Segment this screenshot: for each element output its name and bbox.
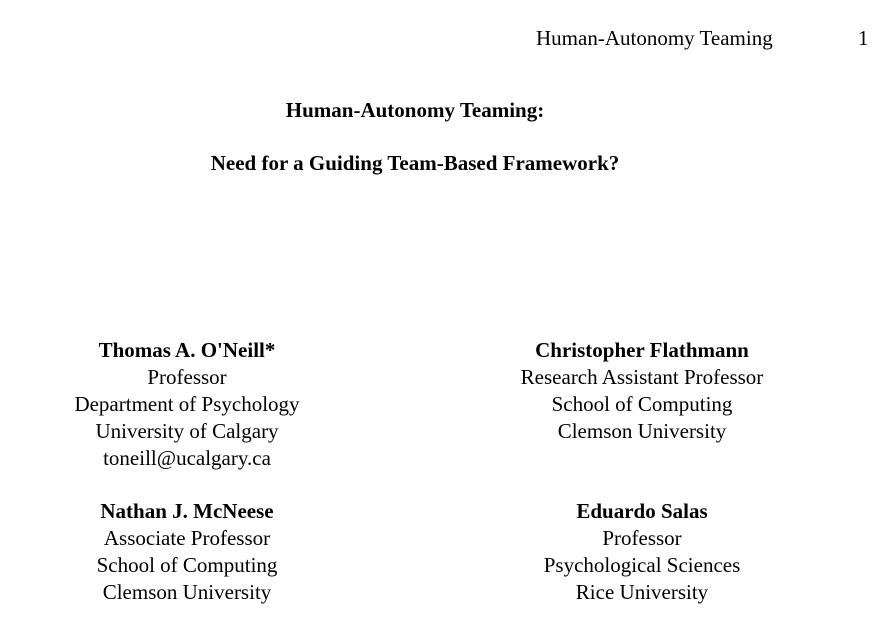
author-block-mcneese [0, 498, 387, 606]
author-name: Eduardo Salas [576, 499, 708, 523]
author-institution: University of Calgary [95, 419, 279, 443]
author-name: Nathan J. McNeese [100, 499, 274, 523]
author-institution: Clemson University [102, 580, 272, 604]
author-email: toneill@ucalgary.ca [103, 446, 271, 470]
paper-title-line-1: Human-Autonomy Teaming: [285, 98, 545, 122]
author-institution: Rice University [575, 580, 709, 604]
author-name: Thomas A. O'Neill* [98, 338, 276, 362]
author-department: Psychological Sciences [543, 553, 741, 577]
author-title: Professor [602, 526, 682, 550]
author-institution: Clemson University [557, 419, 727, 443]
author-department: School of Computing [551, 392, 733, 416]
author-name: Christopher Flathmann [535, 338, 749, 362]
author-title: Associate Professor [103, 526, 271, 550]
author-department: Department of Psychology [74, 392, 300, 416]
author-title: Research Assistant Professor [520, 365, 764, 389]
author-department: School of Computing [96, 553, 278, 577]
author-block-flathmann [442, 337, 842, 445]
author-block-oneill [0, 337, 387, 472]
paper-title-line-2: Need for a Guiding Team-Based Framework? [210, 151, 620, 175]
page-number: 1 [858, 26, 869, 50]
author-block-salas [442, 498, 842, 606]
author-title: Professor [147, 365, 227, 389]
running-head: Human-Autonomy Teaming [536, 26, 773, 50]
